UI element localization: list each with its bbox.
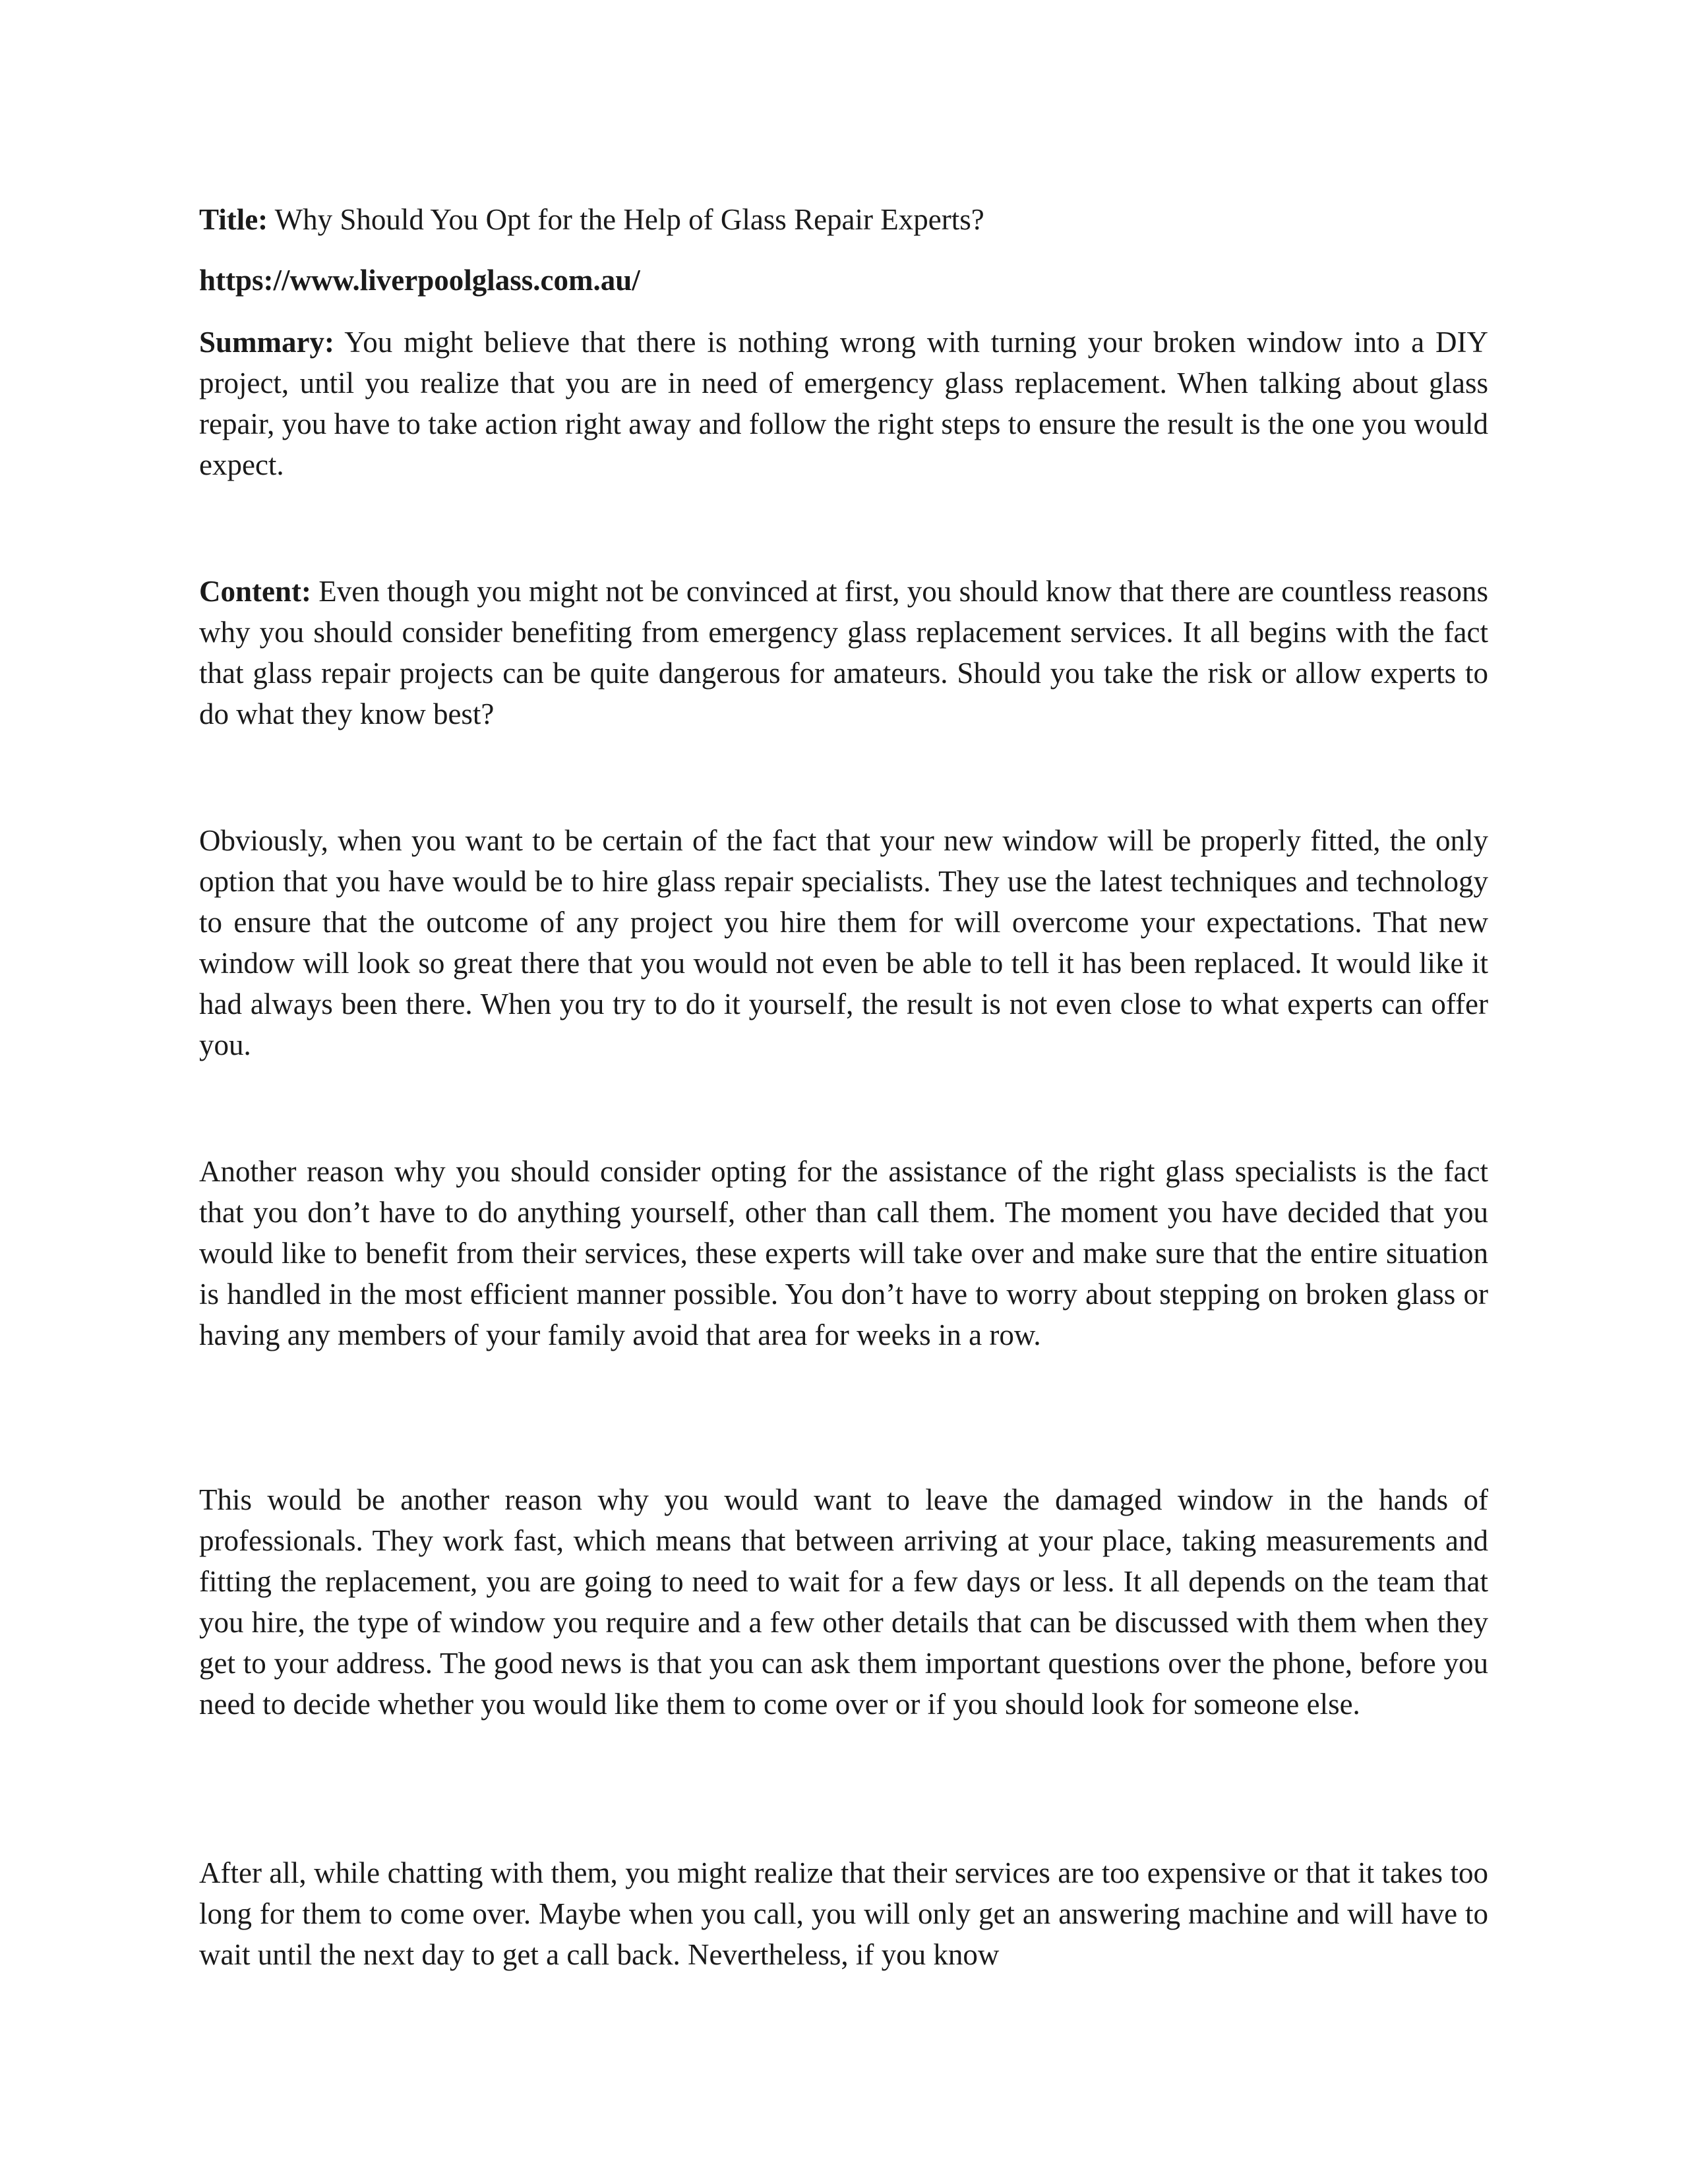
summary-label: Summary: [199, 326, 334, 359]
title-label: Title: [199, 203, 268, 236]
body-paragraph: Another reason why you should consider opting for the assistance of the right glass specialists is the fact that you don’t have to do anything yourself, other than call them. The moment you have decided that you would like to benefit from their services, these experts will take over and make sure that the entire situation is handled in the most efficient manner possible. You don’t have to worry about stepping on broken glass or having any members of your family avoid that area for weeks in a row. [199, 1155, 1488, 1351]
source-url: https://www.liverpoolglass.com.au/ [199, 264, 640, 297]
document-title [199, 199, 1488, 240]
title-text: Why Should You Opt for the Help of Glass Repair Experts? [274, 203, 984, 236]
body-paragraph: This would be another reason why you would want to leave the damaged window in the hands of professionals. They work fast, which means that between arriving at your place, taking measurements and fitting the replacement, you are going to need to wait for a few days or less. It all depends on the team that you hire, the type of window you require and a few other details that can be discussed with them when they get to your address. The good news is that you can ask them important questions over the phone, before you need to decide whether you would like them to come over or if you should look for someone else. [199, 1483, 1488, 1721]
content-label: Content: [199, 575, 311, 608]
content-paragraph [199, 571, 1488, 734]
content-text: Even though you might not be convinced at first, you should know that there are countless reasons why you should consider benefiting from emergency glass replacement services. It all begins with the fact that glass repair projects can be quite dangerous for amateurs. Should you take the risk or allow experts to do what they know best? [199, 575, 1489, 730]
body-paragraph: Obviously, when you want to be certain of the fact that your new window will be properly fitted, the only option that you have would be to hire glass repair specialists. They use the latest techniques and technology to ensure that the outcome of any project you hire them for will overcome your expectations. That new window will look so great there that you would not even be able to tell it has been replaced. It would like it had always been there. When you try to do it yourself, the result is not even close to what experts can offer you. [199, 824, 1488, 1061]
body-paragraph: After all, while chatting with them, you might realize that their services are too expensive or that it takes too long for them to come over. Maybe when you call, you will only get an answering machine and will have to wait until the next day to get a call back. Nevertheless, if you know [199, 1856, 1488, 1971]
summary-text: You might believe that there is nothing wrong with turning your broken window into a DIY project, until you realize that you are in need of emergency glass replacement. When talking about glass repair, you have to take action right away and follow the right steps to ensure the result is the one you would expect. [199, 326, 1488, 481]
summary-paragraph [199, 322, 1488, 485]
